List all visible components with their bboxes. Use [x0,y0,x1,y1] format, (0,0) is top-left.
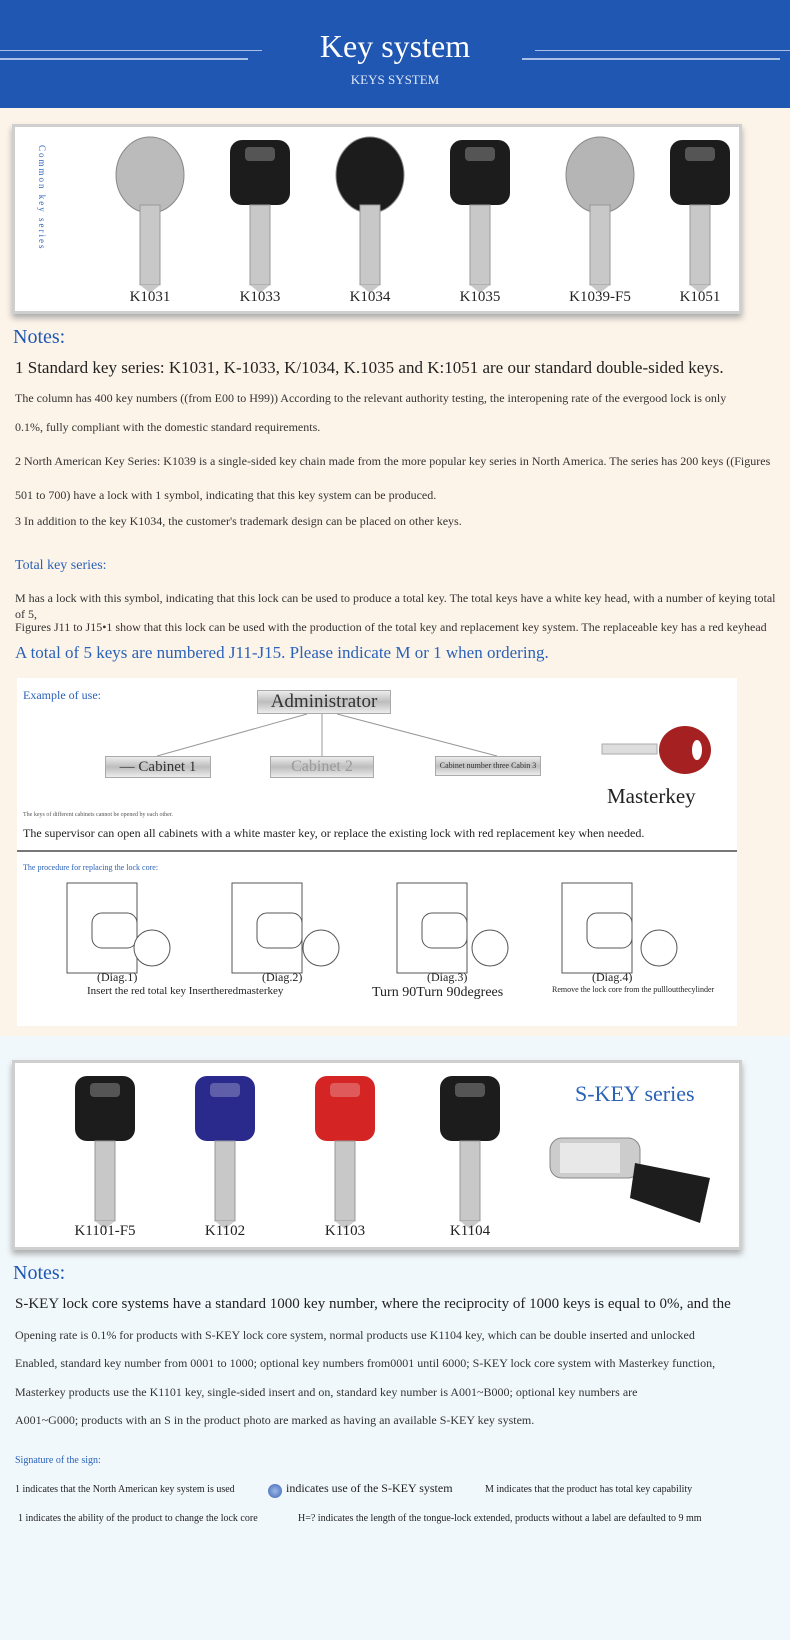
cabinet-1-box: — Cabinet 1 [105,756,211,778]
usage-diagram [17,678,737,1026]
sig-total-key: M indicates that the product has total key capability [485,1484,693,1495]
key-image [560,135,640,300]
sig-s-key: indicates use of the S-KEY system [286,1481,453,1495]
s-key-series-title: S-KEY series [575,1081,695,1106]
key-image [220,135,300,300]
para-2: Opening rate is 0.1% for products with S-KEY lock core system, normal products use K1104 key, which can be double inserted and unlocked [15,1328,695,1342]
sig-tongue-length: H=? indicates the length of the tongue-lock extended, products without a label are defaulted to 9 mm [298,1513,702,1524]
key-label: K1039-F5 [569,289,631,305]
total-key-title: Total key series: [15,558,107,573]
para-1: S-KEY lock core systems have a standard 1000 key number, where the reciprocity of 1000 keys is equal to 0%, and the [15,1296,731,1312]
key-image [430,1071,510,1236]
key-image [660,135,740,300]
key-label: K1033 [239,289,281,305]
admin-box: Administrator [257,690,391,714]
note-3: 3 In addition to the key K1034, the customer's trademark design can be placed on other keys. [15,514,462,528]
diag-label: (Diag.2) [262,970,303,984]
notes-title: Notes: [13,326,66,348]
s-key-symbol-icon [268,1484,282,1498]
key-label: K1102 [204,1223,246,1239]
key-label: K1031 [129,289,171,305]
common-keys-photo [12,124,742,314]
divider [17,850,737,852]
cabinet-2-box: Cabinet 2 [270,756,374,778]
notes-title-2: Notes: [13,1262,66,1284]
cabinet-3-box: Cabinet number three Cabin 3 [435,756,541,776]
signature-title: Signature of the sign: [15,1455,101,1466]
diag-label: (Diag.1) [97,970,138,984]
page-subtitle: KEYS SYSTEM [350,72,440,87]
procedure-label: The procedure for replacing the lock core: [23,863,159,872]
masterkey-icon [597,722,717,792]
diag-label: (Diag.4) [592,970,633,984]
masterkey-label: Masterkey [607,784,696,808]
key-image [110,135,190,300]
example-label: Example of use: [23,688,101,702]
lock-cylinder-icon [540,1123,730,1233]
para-5: A001~G000; products with an S in the product photo are marked as having an available S-KEY key system. [15,1413,535,1427]
key-image [185,1071,265,1236]
note-2: 2 North American Key Series: K1039 is a single-sided key chain made from the more popular key series in North America. The series has 200 keys ((Figures 501 to 700) have a lock with 1 symbol, indicating that this key system can be produced. [15,454,771,502]
total-2: Figures J11 to J15•1 show that this lock can be used with the production of the total key and replacement key system. The replaceable key has a red keyhead [15,620,767,634]
key-label: K1101-F5 [74,1223,136,1239]
page-title: Key system [319,28,471,64]
total-1: M has a lock with this symbol, indicating that this lock can be used to produce a total key. The total keys have a white key head, with a number of keying total of 5, [15,591,776,621]
key-label: K1103 [324,1223,366,1239]
sig-north-american: 1 indicates that the North American key system is used [15,1484,235,1495]
step-caption: Remove the lock core from the pullloutthecylinder [552,985,715,994]
note-1b: The column has 400 key numbers ((from E00 to H99)) According to the relevant authority testing, the interopening rate of the evergood lock is only [15,391,727,405]
small-note: The keys of different cabinets cannot be opened by each other. [23,812,173,818]
note-1: 1 Standard key series: K1031, K-1033, K/1034, K.1035 and K:1051 are our standard double-sided keys. [15,358,724,377]
key-image [440,135,520,300]
supervisor-note: The supervisor can open all cabinets with a white master key, or replace the existing lock with red replacement key when needed. [23,826,645,840]
key-image [65,1071,145,1236]
step-caption: Insert the red total key Insertheredmasterkey [87,985,284,997]
key-label: K1035 [459,289,501,305]
note-1c: 0.1%, fully compliant with the domestic standard requirements. [15,420,321,434]
para-3: Enabled, standard key number from 0001 to 1000; optional key numbers from0001 until 6000; S-KEY lock core system with Masterkey function, [15,1356,716,1370]
key-label: K1051 [679,289,721,305]
diag-label: (Diag.3) [427,970,468,984]
step-caption: Turn 90Turn 90degrees [372,985,504,1000]
key-label: K1034 [349,289,391,305]
side-label: Common key series [37,145,47,251]
key-image [330,135,410,300]
key-label: K1104 [449,1223,491,1239]
key-image [305,1071,385,1236]
total-3: A total of 5 keys are numbered J11-J15. Please indicate M or 1 when ordering. [15,643,549,662]
para-4: Masterkey products use the K1101 key, single-sided insert and on, standard key number is A001~B000; optional key numbers are [15,1385,638,1399]
sig-change-core: 1 indicates the ability of the product to change the lock core [18,1513,258,1524]
s-key-photo [12,1060,742,1250]
